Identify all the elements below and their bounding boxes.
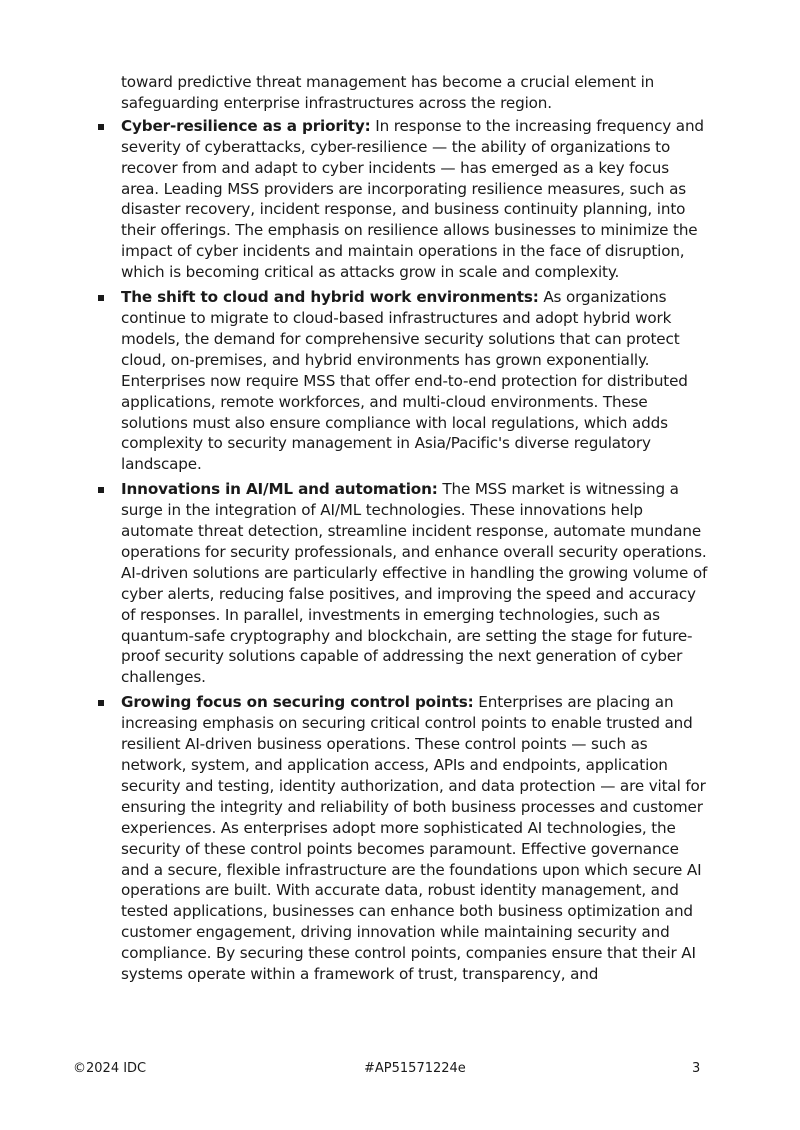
list-item: [121, 692, 709, 985]
list-item: [121, 287, 709, 475]
footer-document-id: #AP51571224e: [364, 1061, 466, 1076]
body-content: [121, 72, 709, 989]
bullet-heading: Innovations in AI/ML and automation:: [121, 480, 438, 499]
list-item: [121, 116, 709, 283]
square-bullet-icon: [98, 487, 104, 493]
bullet-text: In response to the increasing frequency and severity of cyberattacks, cyber-resilience — the ability of organizations to recover from and adapt to cyber incidents — has emerged as a key focus area. Leading MSS providers are incorporating resilience measures, such as disaster recovery, incident response, and business continuity planning, into their offerings. The emphasis on resilience allows businesses to minimize the impact of cyber incidents and maintain operations in the face of disruption, which is becoming critical as attacks grow in scale and complexity.: [121, 116, 704, 282]
continuation-paragraph: toward predictive threat management has become a crucial element in safeguarding enterprise infrastructures across the region.: [121, 73, 655, 112]
bullet-text: The MSS market is witnessing a surge in the integration of AI/ML technologies. These innovations help automate threat detection, streamline incident response, automate mundane operations for security professionals, and enhance overall security operations. AI-driven solutions are particularly effective in handling the growing volume of cyber alerts, reducing false positives, and improving the speed and accuracy of responses. In parallel, investments in emerging technologies, such as quantum-safe cryptography and blockchain, are setting the stage for future-proof security solutions capable of addressing the next generation of cyber challenges.: [121, 480, 708, 687]
footer-page-number: 3: [692, 1061, 701, 1076]
bullet-heading: Growing focus on securing control points:: [121, 693, 474, 712]
bullet-heading: Cyber-resilience as a priority:: [121, 116, 371, 135]
bullet-heading: The shift to cloud and hybrid work environments:: [121, 288, 539, 307]
bullet-text: As organizations continue to migrate to cloud-based infrastructures and adopt hybrid work models, the demand for comprehensive security solutions that can protect cloud, on-premises, and hybrid environments has grown exponentially. Enterprises now require MSS that offer end-to-end protection for distributed applications, remote workforces, and multi-cloud environments. These solutions must also ensure compliance with local regulations, which adds complexity to security management in Asia/Pacific's diverse regulatory landscape.: [121, 288, 688, 474]
square-bullet-icon: [98, 700, 104, 706]
square-bullet-icon: [98, 124, 104, 130]
footer-copyright: ©2024 IDC: [73, 1061, 147, 1076]
square-bullet-icon: [98, 295, 104, 301]
list-item: [121, 479, 709, 688]
bullet-text: Enterprises are placing an increasing emphasis on securing critical control points to enable trusted and resilient AI-driven business operations. These control points — such as network, system, and application access, APIs and endpoints, application security and testing, identity authorization, and data protection — are vital for ensuring the integrity and reliability of both business processes and customer experiences. As enterprises adopt more sophisticated AI technologies, the security of these control points becomes paramount. Effective governance and a secure, flexible infrastructure are the foundations upon which secure AI operations are built. With accurate data, robust identity management, and tested applications, businesses can enhance both business optimization and customer engagement, driving innovation while maintaining security and compliance. By securing these control points, companies ensure that their AI systems operate within a framework of trust, transparency, and: [121, 693, 706, 984]
